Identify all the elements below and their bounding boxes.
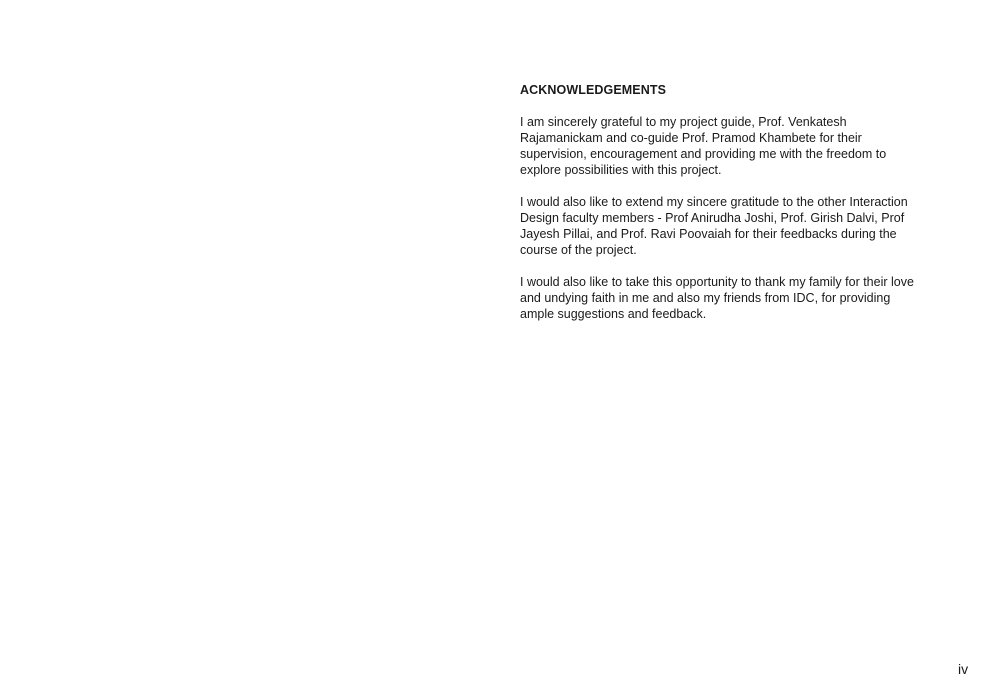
paragraph-guides: I am sincerely grateful to my project guide, Prof. Venkatesh Rajamanickam and co-guide Prof. Pramod Khambete for their supervision, encouragement and providing me with the freedom to explore possibilities with this project.	[520, 115, 887, 177]
page-number: iv	[958, 661, 969, 677]
acknowledgements-section	[520, 82, 920, 338]
paragraph-family: I would also like to take this opportunity to thank my family for their love and undying faith in me and also my friends from IDC, for providing ample suggestions and feedback.	[520, 275, 914, 321]
paragraph-faculty: I would also like to extend my sincere gratitude to the other Interaction Design faculty members - Prof Anirudha Joshi, Prof. Girish Dalvi, Prof Jayesh Pillai, and Prof. Ravi Poovaiah for their feedbacks during the course of the project.	[520, 195, 908, 257]
section-heading: ACKNOWLEDGEMENTS	[520, 83, 667, 97]
